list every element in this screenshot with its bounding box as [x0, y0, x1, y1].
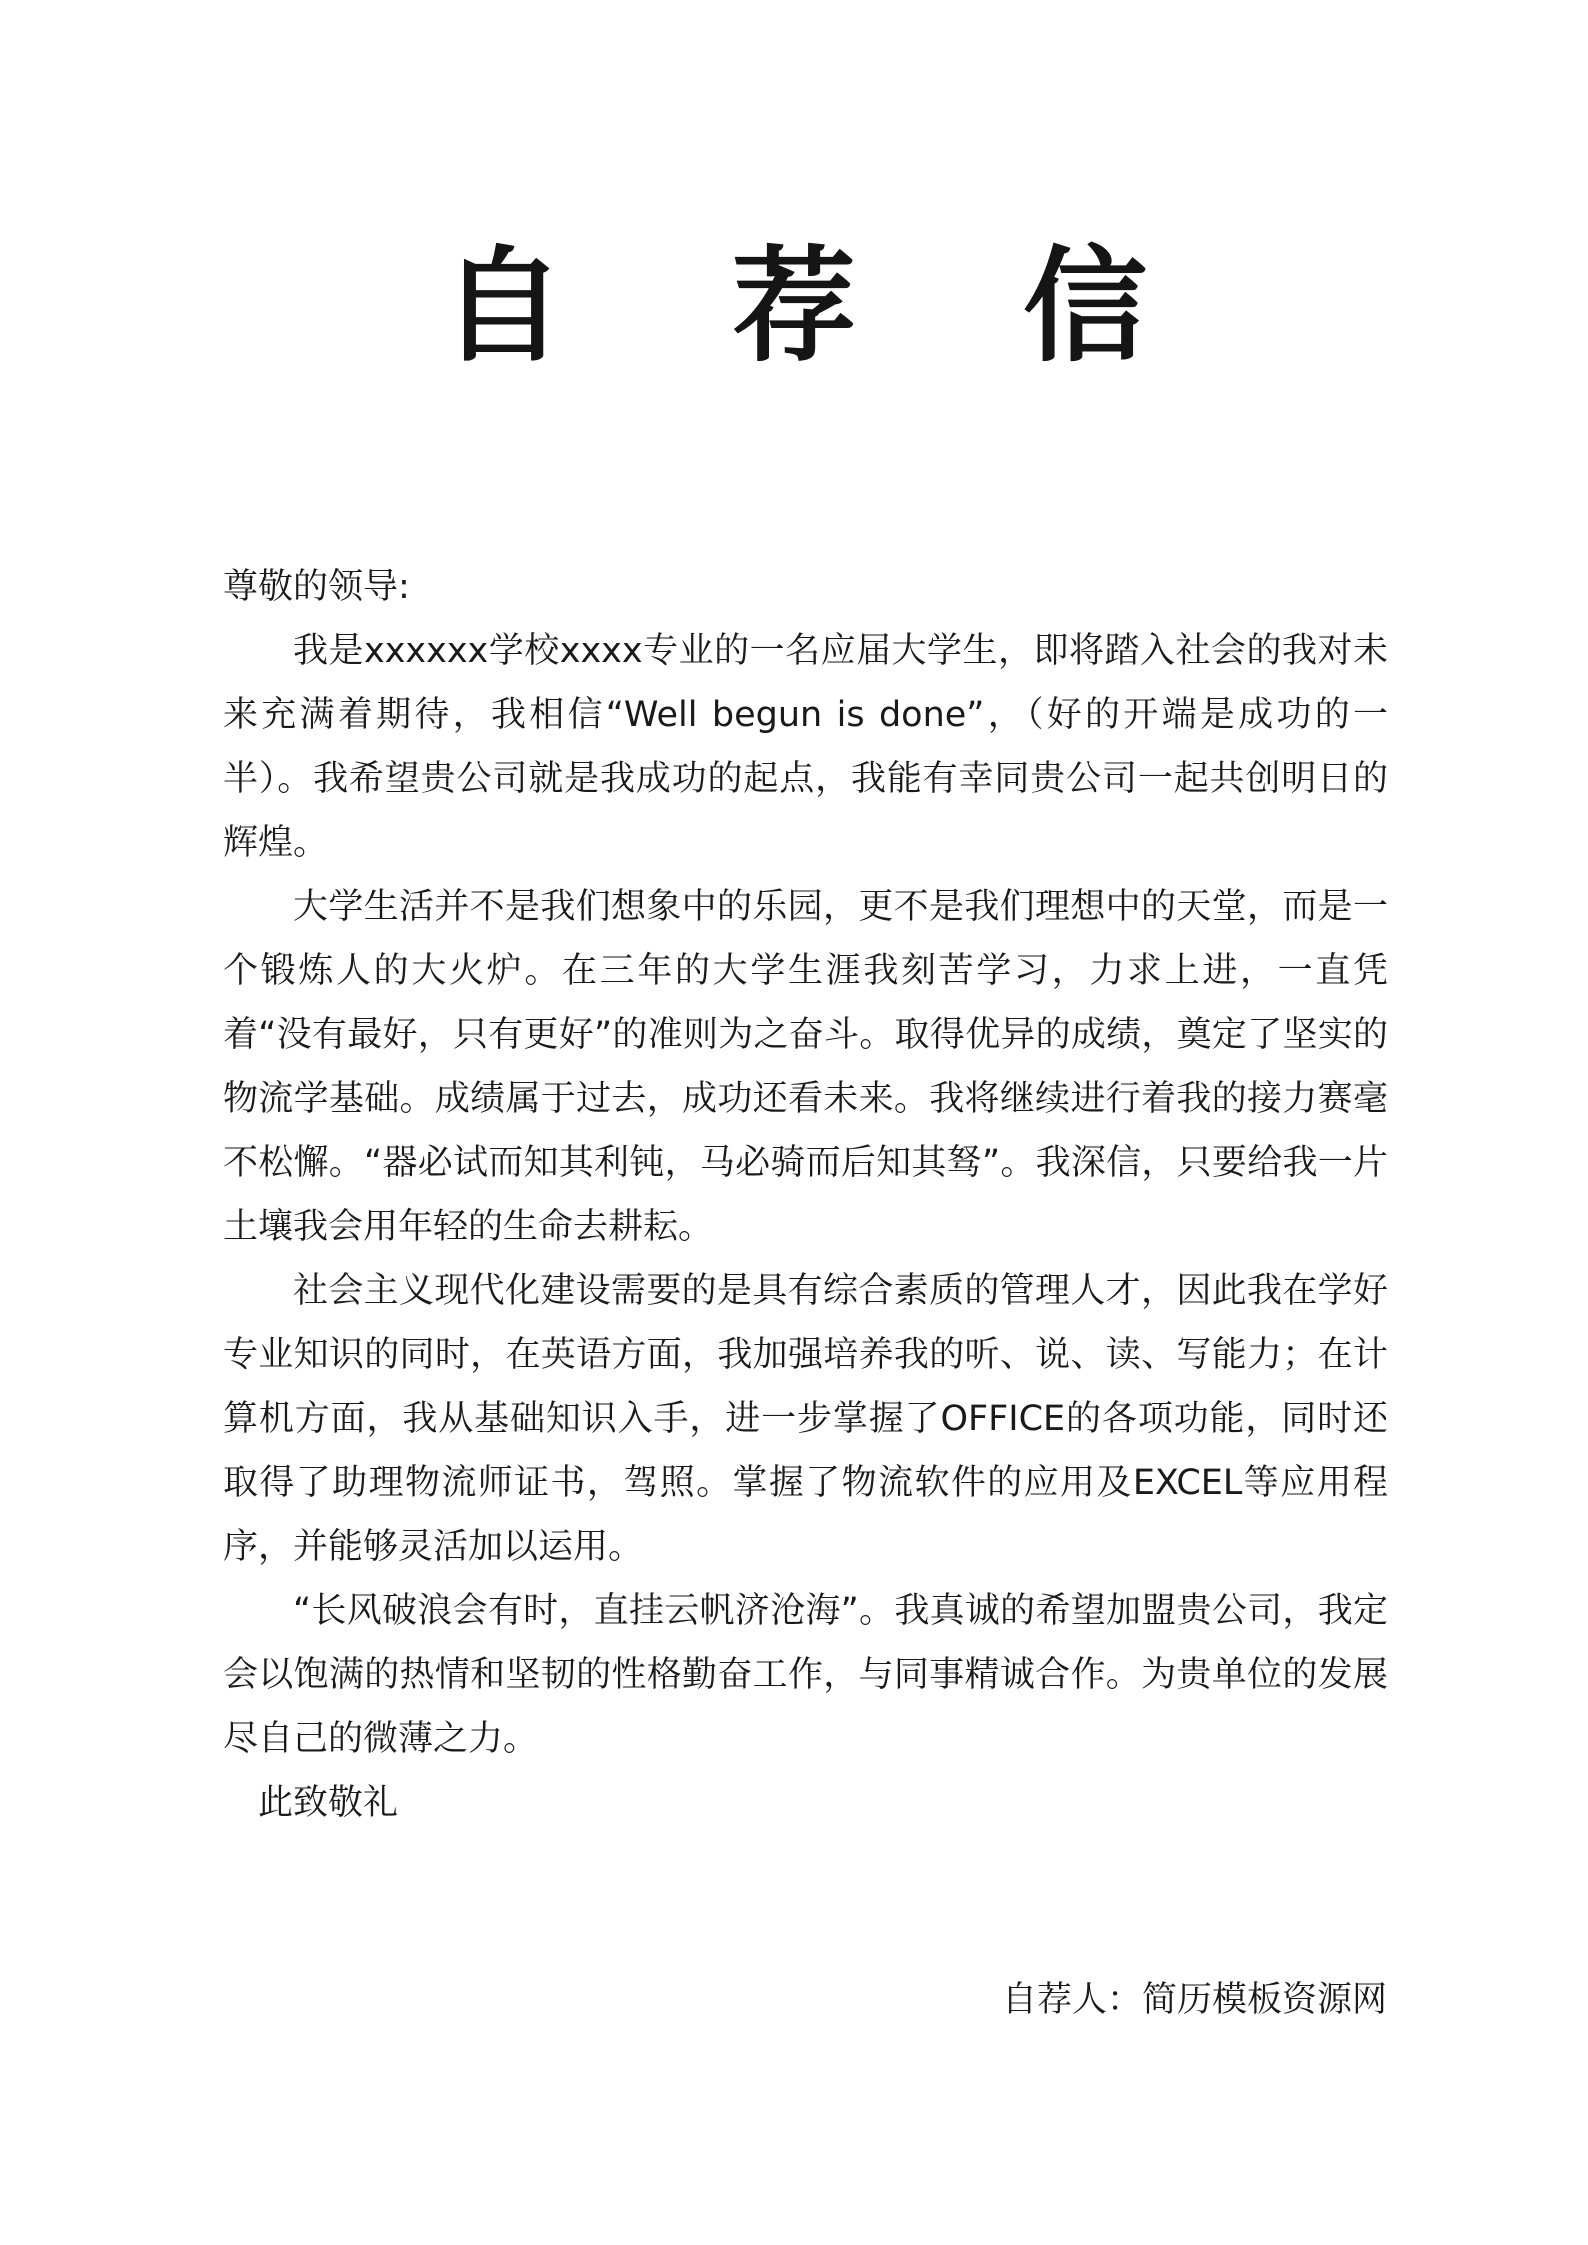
- signature: 自荐人：简历模板资源网: [1001, 1980, 1387, 2020]
- paragraph-college-life: 大学生活并不是我们想象中的乐园，更不是我们理想中的天堂，而是一个锻炼人的大火炉。在三年的大学生涯我刻苦学习，力求上进，一直凭着“没有最好，只有更好”的准则为之奋斗。取得优异的成绩，奠定了坚实的物流学基础。成绩属于过去，成功还看未来。我将继续进行着我的接力赛毫不松懈。“器必试而知其利钝，马必骑而后知其驽”。我深信，只要给我一片土壤我会用年轻的生命去耕耘。: [223, 887, 1388, 1247]
- page-title: 自 荐 信: [440, 235, 1210, 379]
- closing-line: 此致敬礼: [258, 1783, 399, 1823]
- letter-body: [223, 555, 1388, 1835]
- paragraph-intro: 我是xxxxxx学校xxxx专业的一名应届大学生，即将踏入社会的我对未来充满着期待，我相信“Well begun is done”，（好的开端是成功的一半）。我希望贵公司就是我成功的起点，我能有幸同贵公司一起共创明日的辉煌。: [223, 631, 1388, 863]
- paragraph-skills: 社会主义现代化建设需要的是具有综合素质的管理人才，因此我在学好专业知识的同时，在英语方面，我加强培养我的听、说、读、写能力；在计算机方面，我从基础知识入手，进一步掌握了OFFICE的各项功能，同时还取得了助理物流师证书，驾照。掌握了物流软件的应用及EXCEL等应用程序，并能够灵活加以运用。: [223, 1271, 1388, 1567]
- salutation: 尊敬的领导:: [223, 567, 410, 607]
- paragraph-conclusion: “长风破浪会有时，直挂云帆济沧海”。我真诚的希望加盟贵公司，我定会以饱满的热情和坚韧的性格勤奋工作，与同事精诚合作。为贵单位的发展尽自己的微薄之力。: [223, 1591, 1388, 1759]
